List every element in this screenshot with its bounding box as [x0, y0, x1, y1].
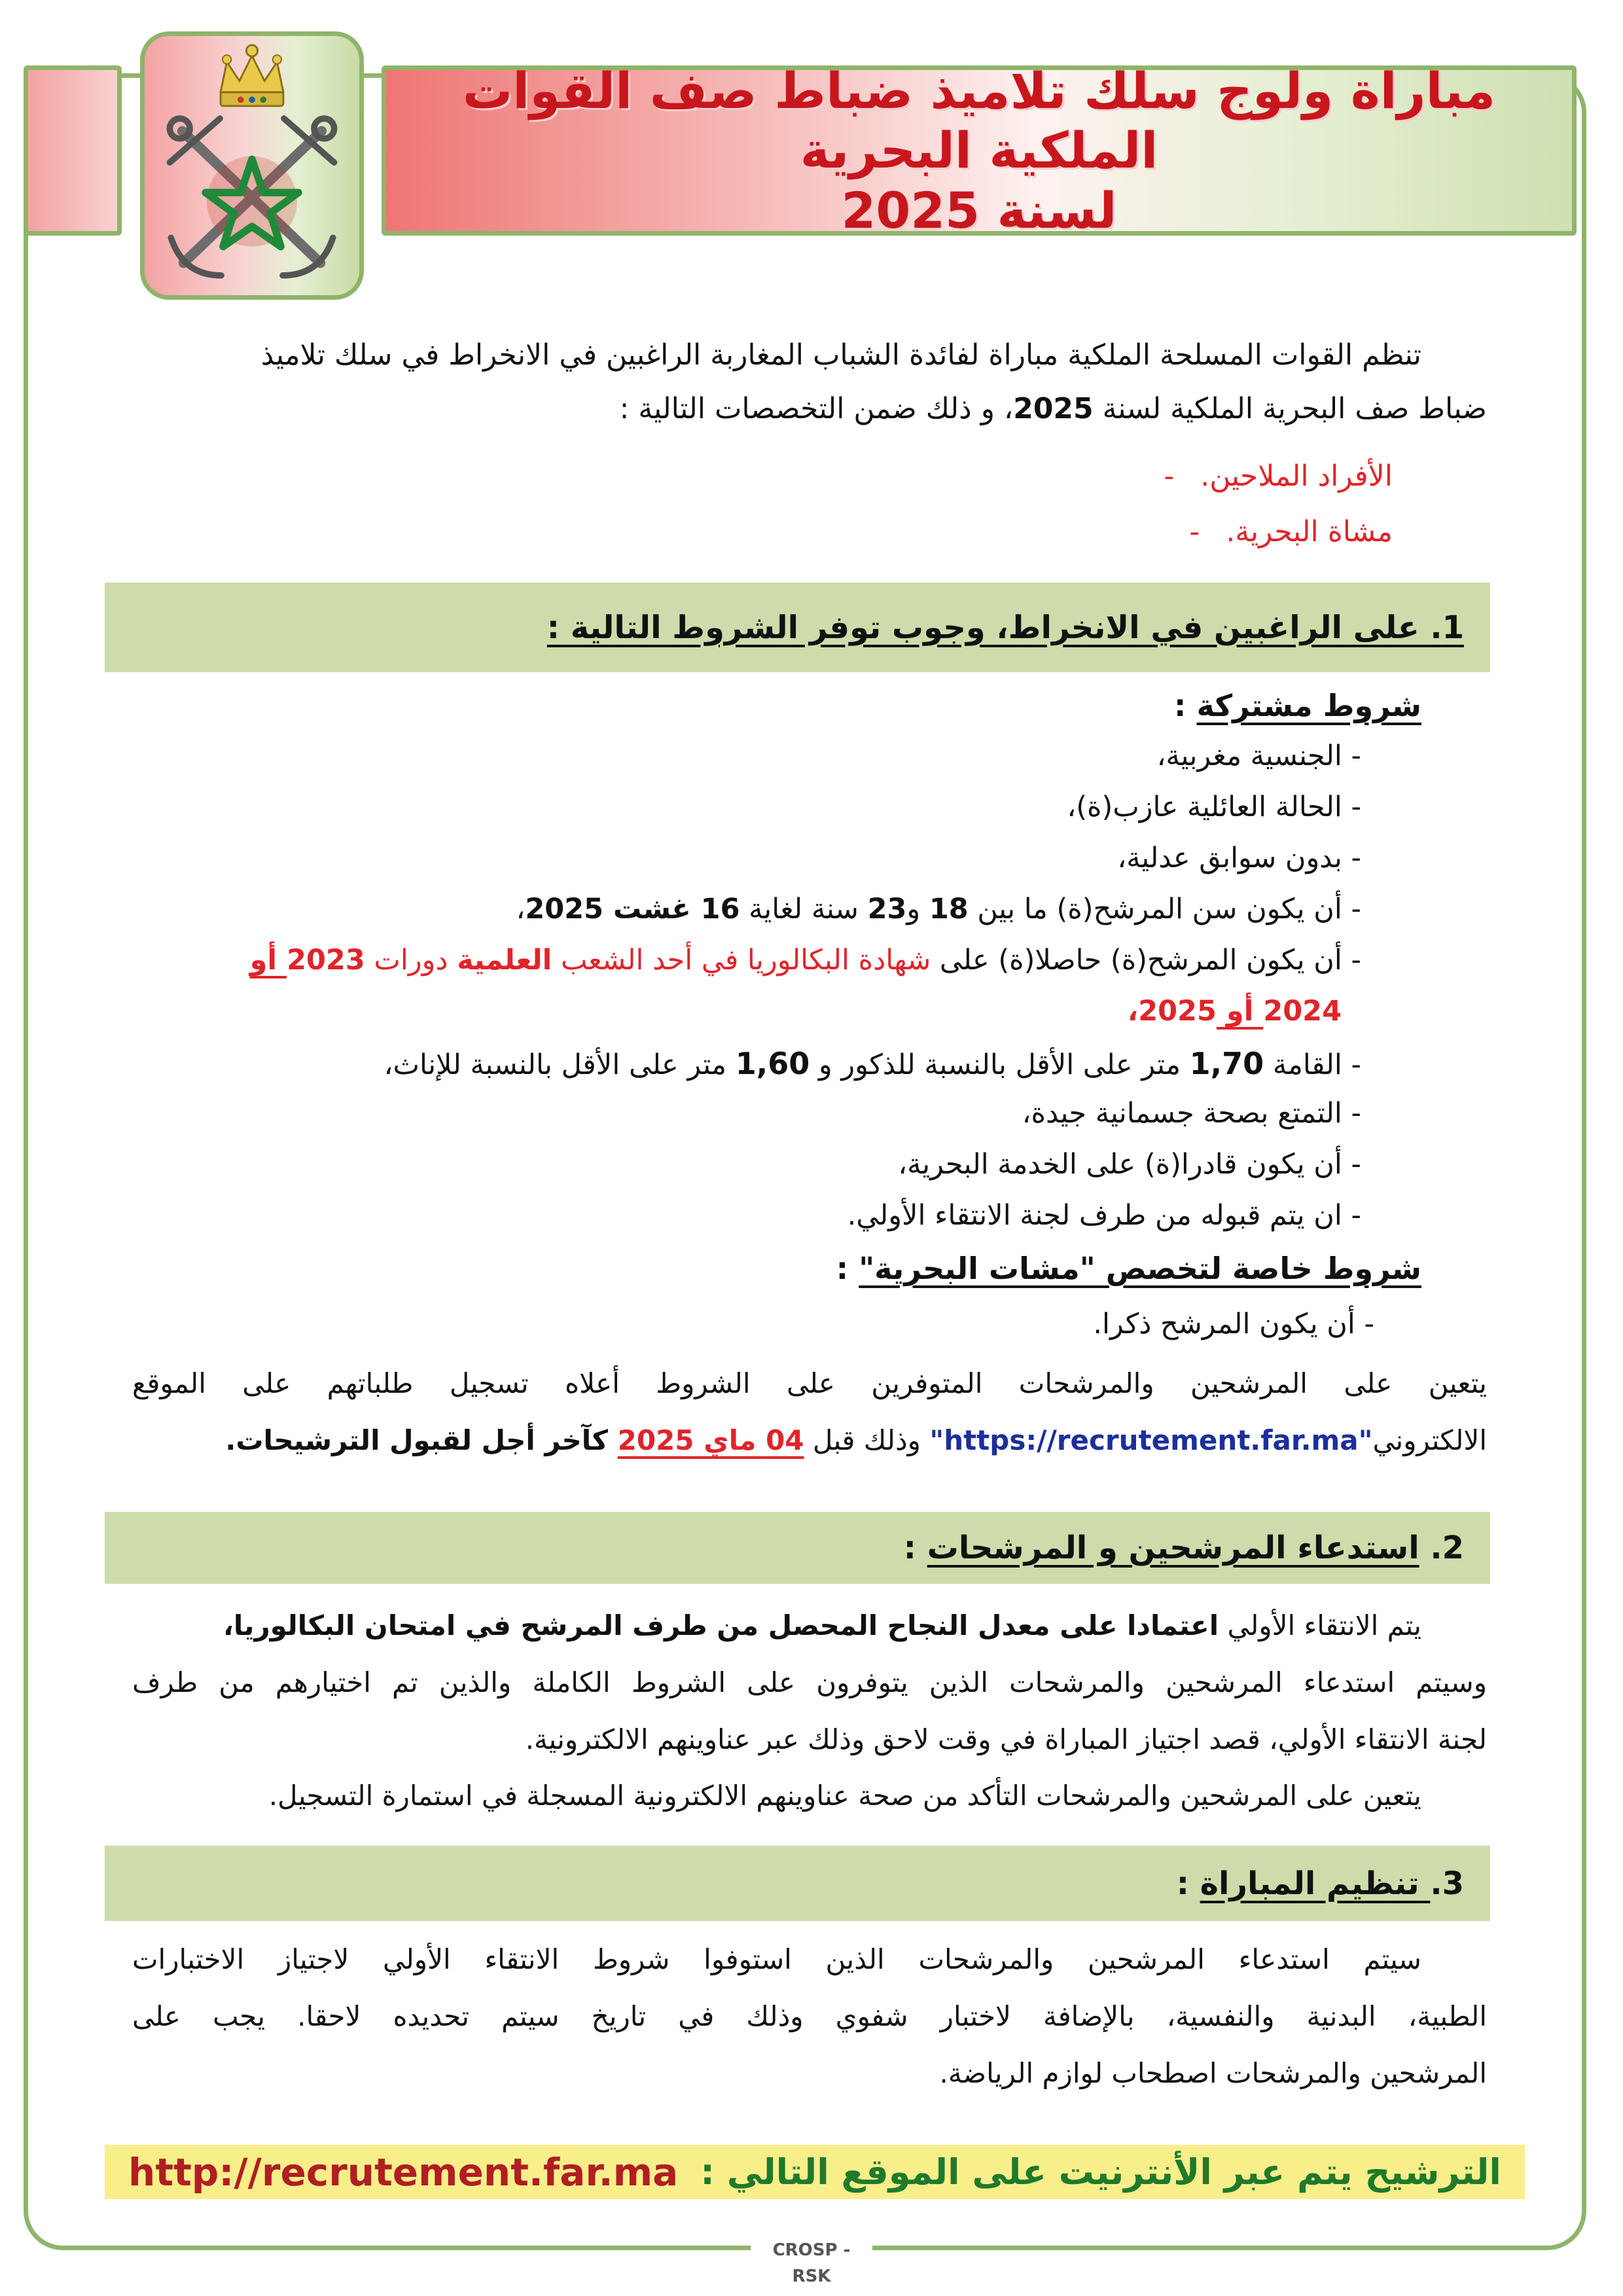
- page-title: مباراة ولوج سلك تلاميذ ضباط صف القوات الملكية البحرية: [462, 62, 1496, 180]
- section-3-bar: [105, 1846, 1490, 1921]
- registration-deadline: 04 ماي 2025: [617, 1424, 804, 1456]
- royal-navy-emblem: [140, 31, 364, 300]
- specialty-item: مشاة البحرية.-: [1189, 515, 1393, 548]
- condition-item: - بدون سوابق عدلية،: [1117, 842, 1361, 874]
- title-banner: [382, 62, 1577, 240]
- intro-line-2: ضباط صف البحرية الملكية لسنة 2025، و ذلك ضمن التخصصات التالية :: [619, 392, 1487, 425]
- condition-item: - أن يكون قادرا(ة) على الخدمة البحرية،: [898, 1148, 1361, 1181]
- application-url-link[interactable]: http://recrutement.far.ma: [128, 2149, 679, 2195]
- condition-item: - أن يكون سن المرشح(ة) ما بين 18 و23 سنة لغاية 16 غشت 2025،: [516, 893, 1361, 925]
- section-2-heading: 2. استدعاء المرشحين و المرشحات :: [903, 1530, 1464, 1566]
- condition-item: - ان يتم قبوله من طرف لجنة الانتقاء الأولي.: [847, 1199, 1361, 1232]
- section-1-heading: 1. على الراغبين في الانخراط، وجوب توفر الشروط التالية :: [546, 609, 1464, 646]
- section-3-paragraph: سيتم استدعاء المرشحين والمرشحات الذين استوفوا شروط الانتقاء الأولي لاجتياز الاختبارات الطبية، البدنية والنفسية، بالإضافة لاختبار شفوي وذلك في تاريخ سيتم تحديده لاحقا. يجب على المرشحين والمرشحات اصطحاب لوازم الرياضة.: [132, 1943, 1487, 2089]
- condition-item: - الحالة العائلية عازب(ة)،: [1067, 791, 1361, 823]
- application-url-label: الترشيح يتم عبر الأنترنيت على الموقع التالي :: [700, 2151, 1501, 2193]
- condition-item-continuation: 2024 أو 2025،: [1127, 995, 1342, 1028]
- section-2-note: يتعين على المرشحين والمرشحات التأكد من صحة عناوينهم الالكترونية المسجلة في استمارة التسجيل.: [268, 1780, 1421, 1812]
- registration-line-1: يتعين على المرشحين والمرشحات المتوفرين على الشروط أعلاه تسجيل طلباتهم على الموقع: [132, 1367, 1487, 1399]
- section-1-bar: [105, 583, 1490, 672]
- footer-mark: CROSP - RSK: [751, 2237, 872, 2263]
- common-conditions-title: شروط مشتركة :: [1174, 688, 1421, 723]
- condition-item: - أن يكون المرشح(ة) حاصلا(ة) على شهادة البكالوريا في أحد الشعب العلمية دورات 2023 أو: [249, 944, 1361, 977]
- condition-item: - القامة 1,70 متر على الأقل بالنسبة للذكور و 1,60 متر على الأقل بالنسبة للإناث،: [383, 1046, 1361, 1081]
- special-conditions-title: شروط خاصة لتخصص "مشات البحرية" :: [836, 1251, 1421, 1286]
- application-url-strip: [105, 2145, 1525, 2199]
- specialty-item: الأفراد الملاحين.-: [1164, 459, 1393, 493]
- intro-line-1: تنظم القوات المسلحة الملكية مباراة لفائدة الشباب المغاربة الراغبين في الانخراط في سلك تلاميذ: [260, 338, 1421, 372]
- registration-url-link[interactable]: "https://recrutement.far.ma": [929, 1424, 1373, 1456]
- section-2-bar: [105, 1512, 1490, 1584]
- page-title-year: لسنة 2025: [841, 181, 1117, 240]
- section-2-paragraph: يتم الانتقاء الأولي اعتمادا على معدل النجاح المحصل من طرف المرشح في امتحان البكالوريا، وسيتم استدعاء المرشحين والمرشحات الذين يتوفرون على الشروط الكاملة والذين تم اختيارهم من طرف لجنة الانتقاء الأولي، قصد اجتياز المباراة في وقت لاحق وذلك عبر عناوينهم الالكترونية.: [132, 1609, 1487, 1755]
- condition-item: - الجنسية مغربية،: [1156, 740, 1361, 772]
- condition-item: - التمتع بصحة جسمانية جيدة،: [1022, 1097, 1361, 1130]
- common-conditions-list: [118, 740, 1361, 1237]
- banner-left-tab: [24, 65, 122, 236]
- special-condition-item: - أن يكون المرشح ذكرا.: [1093, 1308, 1374, 1340]
- section-3-heading: 3. تنظيم المباراة :: [1176, 1865, 1464, 1902]
- registration-paragraph: يتعين على المرشحين والمرشحات المتوفرين على الشروط أعلاه تسجيل طلباتهم على الموقع الالكتروني"https://recrutement.far.ma" وذلك قبل 04 ماي 2025 كآخر أجل لقبول الترشيحات.: [132, 1355, 1487, 1469]
- navy-crest-icon: [145, 36, 359, 295]
